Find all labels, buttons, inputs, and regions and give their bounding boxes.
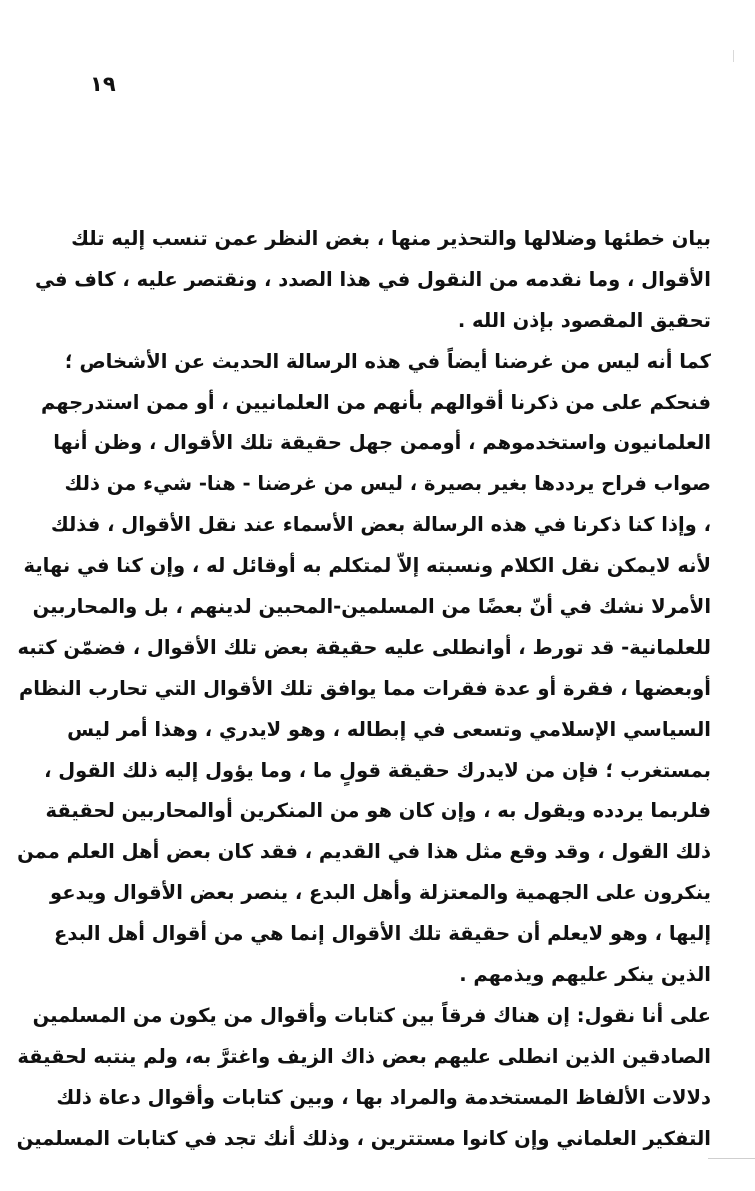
text-line-9: لأنه لايمكن نقل الكلام ونسبته إلاّ لمتكلم به أوقائل له ، وإن كنا في نهاية [23,554,711,578]
scan-edge-mark-bottom [708,1158,755,1159]
text-line-18: إليها ، وهو لايعلم أن حقيقة تلك الأقوال إنما هي من أقوال أهل البدع [54,922,711,946]
text-line-6: العلمانيون واستخدموهم ، أوممن جهل حقيقة تلك الأقوال ، وظن أنها [53,431,711,455]
text-line-10: الأمرلا نشك في أنّ بعضًا من المسلمين-المحبين لدينهم ، بل والمحاربين [32,595,711,619]
text-line-4: كما أنه ليس من غرضنا أيضاً في هذه الرسالة الحديث عن الأشخاص ؛ [64,349,711,373]
text-line-14: بمستغرب ؛ فإن من لايدرك حقيقة قولٍ ما ، وما يؤول إليه ذلك القول ، [44,758,711,782]
text-line-11: للعلمانية- قد تورط ، أوانطلى عليه حقيقة بعض تلك الأقوال ، فضمّن كتبه [17,635,711,659]
text-line-21: الصادقين الذين انطلى عليهم بعض ذاك الزيف واغترَّ به، ولم ينتبه لحقيقة [17,1044,711,1068]
text-line-2: الأقوال ، وما نقدمه من النقول في هذا الصدد ، ونقتصر عليه ، كاف في [35,267,711,291]
text-line-15: فلربما يردده ويقول به ، وإن كان هو من المنكرين أوالمحاربين لحقيقة [45,799,711,823]
text-line-3: تحقيق المقصود بإذن الله . [457,308,711,332]
text-line-22: دلالات الألفاظ المستخدمة والمراد بها ، وبين كتابات وأقوال دعاة ذلك [56,1085,711,1109]
text-line-19: الذين ينكر عليهم ويذمهم . [459,963,711,987]
text-line-17: ينكرون على الجهمية والمعتزلة وأهل البدع ، ينصر بعض الأقوال ويدعو [50,881,711,905]
text-line-8: ، وإذا كنا ذكرنا في هذه الرسالة بعض الأسماء عند نقل الأقوال ، فذلك [50,513,711,537]
text-line-1: بيان خطئها وضلالها والتحذير منها ، بغض النظر عمن تنسب إليه تلك [71,227,711,250]
text-line-16: ذلك القول ، وقد وقع مثل هذا في القديم ، فقد كان بعض أهل العلم ممن [17,840,711,864]
text-line-13: السياسي الإسلامي وتسعى في إبطاله ، وهو لايدري ، وهذا أمر ليس [67,717,711,741]
text-line-7: صواب فراح يرددها بغير بصيرة ، ليس من غرضنا - هنا- شيء من ذلك [64,472,711,496]
scan-edge-mark [733,50,734,62]
text-line-12: أوبعضها ، فقرة أو عدة فقرات مما يوافق تلك الأقوال التي تحارب النظام [18,676,711,700]
text-line-23: التفكير العلماني وإن كانوا مستترين ، وذلك أنك تجد في كتابات المسلمين [16,1126,711,1150]
text-line-5: فنحكم على من ذكرنا أقوالهم بأنهم من العلمانيين ، أو ممن استدرجهم [40,390,711,414]
text-line-20: على أنا نقول: إن هناك فرقاً بين كتابات وأقوال من يكون من المسلمين [32,1003,711,1027]
page-number: ١٩ [90,72,116,96]
body-text [16,219,711,1159]
